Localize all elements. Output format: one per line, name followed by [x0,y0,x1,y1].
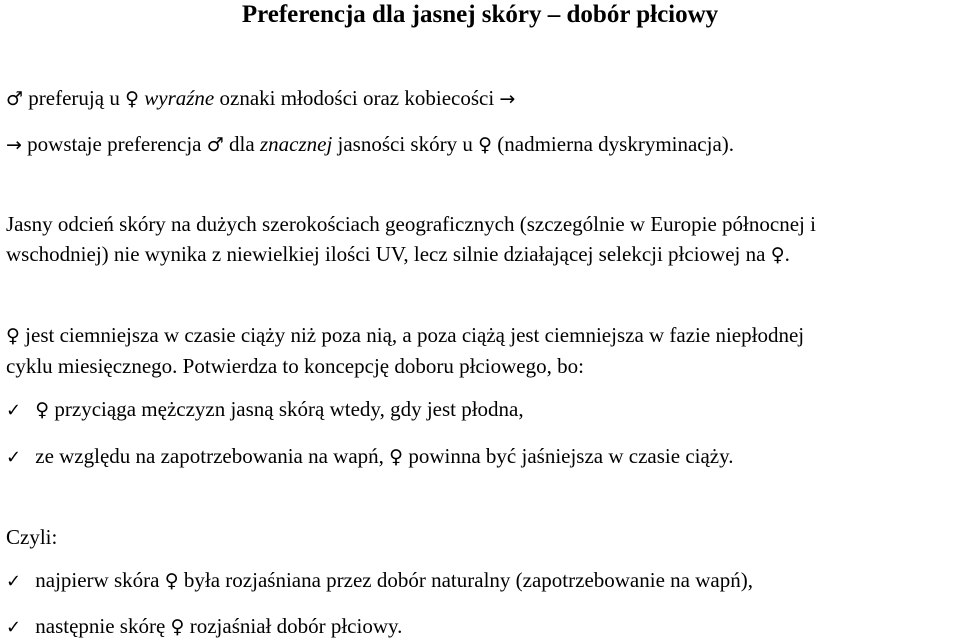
paragraph-1-line-1: Jasny odcień skóry na dużych szerokościach geograficznych (szczególnie w Europie północnej i [6,212,816,236]
text: następnie skórę [35,614,166,638]
arrow-icon: → [6,134,22,156]
check-icon: ✓ [6,571,22,592]
line-preference-result [6,132,734,157]
check-item-3 [6,568,753,594]
text: wschodniej) nie wynika z niewielkiej ilości UV, lecz silnie działającej selekcji płciowej na [6,242,766,266]
text: była rozjaśniana przez dobór naturalny (zapotrzebowanie na wapń), [183,568,753,592]
arrow-icon: → [499,88,516,110]
female-icon: ♀ [170,616,185,638]
text: powinna być jaśniejsza w czasie ciąży. [408,444,734,468]
female-icon: ♀ [6,325,20,347]
text: . [784,242,790,266]
female-icon: ♀ [164,570,179,592]
text: powstaje preferencja [27,132,202,156]
text-italic: wyraźne [144,86,215,110]
check-icon: ✓ [6,447,22,468]
male-icon: ♂ [206,134,224,156]
text: najpierw skóra [35,568,160,592]
female-icon: ♀ [770,244,785,266]
female-icon: ♀ [389,446,404,468]
text: przyciąga mężczyzn jasną skórą wtedy, gdy jest płodna, [54,397,524,421]
text-italic: znacznej [259,132,333,156]
paragraph-1-line-2 [6,242,790,267]
check-item-4 [6,614,402,640]
text: preferują u [28,86,120,110]
text: (nadmierna dyskryminacja). [497,132,735,156]
line-male-preference [6,86,515,111]
text: jasności skóry u [337,132,473,156]
check-icon: ✓ [6,617,22,638]
female-icon: ♀ [478,134,493,156]
text: ze względu na zapotrzebowania na wapń, [35,444,384,468]
check-icon: ✓ [6,400,22,421]
male-icon: ♂ [6,88,24,110]
text: rozjaśniał dobór płciowy. [189,614,403,638]
female-icon: ♀ [125,88,139,110]
check-item-2 [6,444,734,470]
page-title: Preferencja dla jasnej skóry – dobór płciowy [241,1,719,28]
text: dla [229,132,255,156]
paragraph-2-line-1 [6,323,804,348]
text: oznaki młodości oraz kobiecości [219,86,495,110]
text: jest ciemniejsza w czasie ciąży niż poza nią, a poza ciążą jest ciemniejsza w fazie niepłodnej [25,323,805,347]
paragraph-2-line-2: cyklu miesięcznego. Potwierdza to koncepcję doboru płciowego, bo: [6,354,584,378]
summary-heading: Czyli: [6,525,58,549]
check-item-1 [6,397,524,423]
female-icon: ♀ [35,399,50,421]
